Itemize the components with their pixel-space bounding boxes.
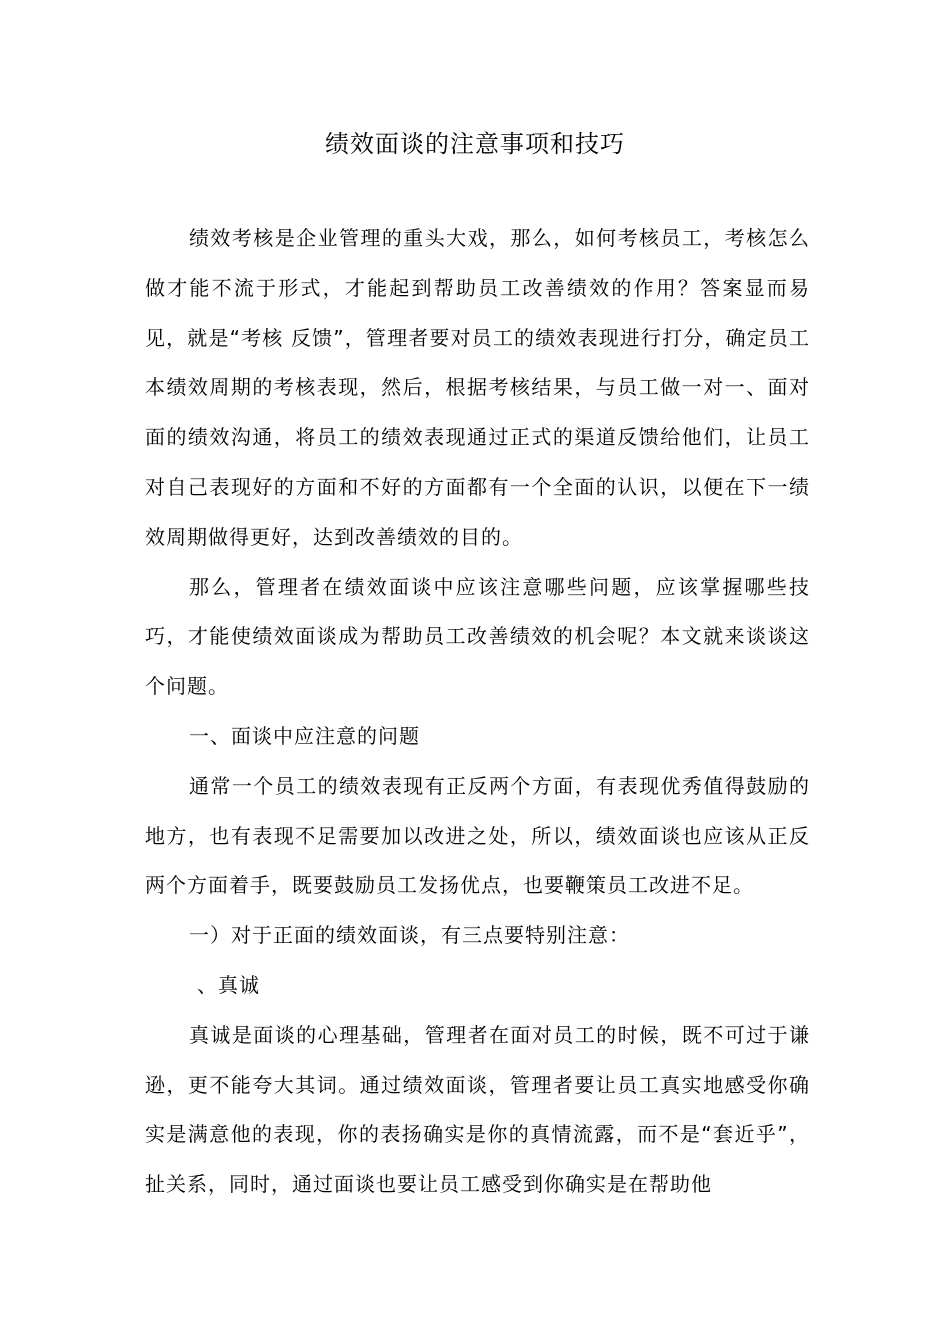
paragraph-question: 那么，管理者在绩效面谈中应该注意哪些问题，应该掌握哪些技巧，才能使绩效面谈成为帮助员工改善绩效的机会呢？本文就来谈谈这个问题。 [145,574,810,699]
paragraph-intro: 绩效考核是企业管理的重头大戏，那么，如何考核员工，考核怎么做才能不流于形式，才能起到帮助员工改善绩效的作用？答案显而易见，就是“考核 反馈”，管理者要对员工的绩效表现进行打分，确定员工本绩效周期的考核表现，然后，根据考核结果，与员工做一对一、面对面的绩效沟通，将员工的绩效表现通过正式的渠道反馈给他们，让员工对自己表现好的方面和不好的方面都有一个全面的认识，以便在下一绩效周期做得更好，达到改善绩效的目的。 [145,226,810,549]
document-title: 绩效面谈的注意事项和技巧 [325,130,625,158]
paragraph-two-sides: 通常一个员工的绩效表现有正反两个方面，有表现优秀值得鼓励的地方，也有表现不足需要加以改进之处，所以，绩效面谈也应该从正反两个方面着手，既要鼓励员工发扬优点，也要鞭策员工改进不足。 [145,773,810,898]
document-body [145,214,810,1210]
paragraph-sincerity: 真诚是面谈的心理基础，管理者在面对员工的时候，既不可过于谦逊，更不能夸大其词。通过绩效面谈，管理者要让员工真实地感受你确实是满意他的表现，你的表扬确实是你的真情流露，而不是“套近乎”，扯关系，同时，通过面谈也要让员工感受到你确实是在帮助他 [145,1022,810,1197]
subsection-heading-positive: 一）对于正面的绩效面谈，有三点要特别注意： [189,923,630,948]
point-heading-sincerity: 、真诚 [197,972,260,997]
section-heading-issues: 一、面谈中应注意的问题 [189,723,420,748]
